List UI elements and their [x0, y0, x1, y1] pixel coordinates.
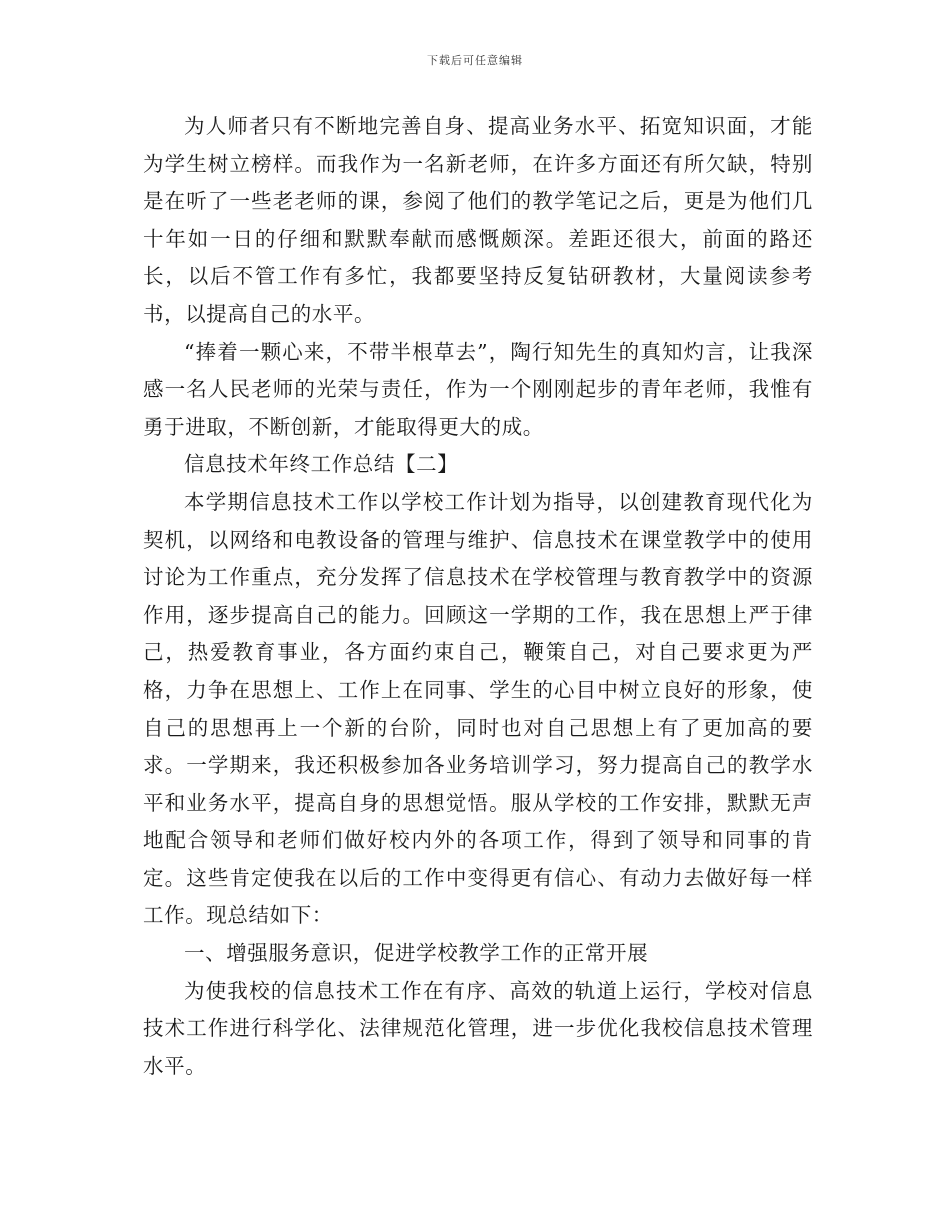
- subsection-heading: 一、增强服务意识，促进学校教学工作的正常开展: [184, 941, 649, 966]
- section-heading: 信息技术年终工作总结【二】: [184, 452, 459, 477]
- body-paragraph: 本学期信息技术工作以学校工作计划为指导，以创建教育现代化为契机，以网络和电教设备的管理与维护、信息技术在课堂教学中的使用讨论为工作重点，充分发挥了信息技术在学校管理与教育教学中的资源作用，逐步提高自己的能力。回顾这一学期的工作，我在思想上严于律己，热爱教育事业，各方面约束自己，鞭策自己，对自己要求更为严格，力争在思想上、工作上在同事、学生的心目中树立良好的形象，使自己的思想再上一个新的台阶，同时也对自己思想上有了更加高的要求。一学期来，我还积极参加各业务培训学习，努力提高自己的教学水平和业务水平，提高自身的思想觉悟。服从学校的工作安排，默默无声地配合领导和老师们做好校内外的各项工作，得到了领导和同事的肯定。这些肯定使我在以后的工作中变得更有信心、有动力去做好每一样工作。现总结如下：: [143, 489, 813, 928]
- body-paragraph: “捧着一颗心来，不带半根草去”，陶行知先生的真知灼言，让我深感一名人民老师的光荣与责任，作为一个刚刚起步的青年老师，我惟有勇于进取，不断创新，才能取得更大的成。: [143, 339, 813, 439]
- body-paragraph: 为人师者只有不断地完善自身、提高业务水平、拓宽知识面，才能为学生树立榜样。而我作为一名新老师，在许多方面还有所欠缺，特别是在听了一些老老师的课，参阅了他们的教学笔记之后，更是为他们几十年如一日的仔细和默默奉献而感慨颇深。差距还很大，前面的路还长，以后不管工作有多忙，我都要坚持反复钻研教材，大量阅读参考书，以提高自己的水平。: [143, 114, 813, 326]
- body-paragraph: 为使我校的信息技术工作在有序、高效的轨道上运行，学校对信息技术工作进行科学化、法律规范化管理，进一步优化我校信息技术管理水平。: [143, 978, 813, 1078]
- document-body: [143, 108, 813, 1085]
- page-header: 下载后可任意编辑: [427, 54, 523, 67]
